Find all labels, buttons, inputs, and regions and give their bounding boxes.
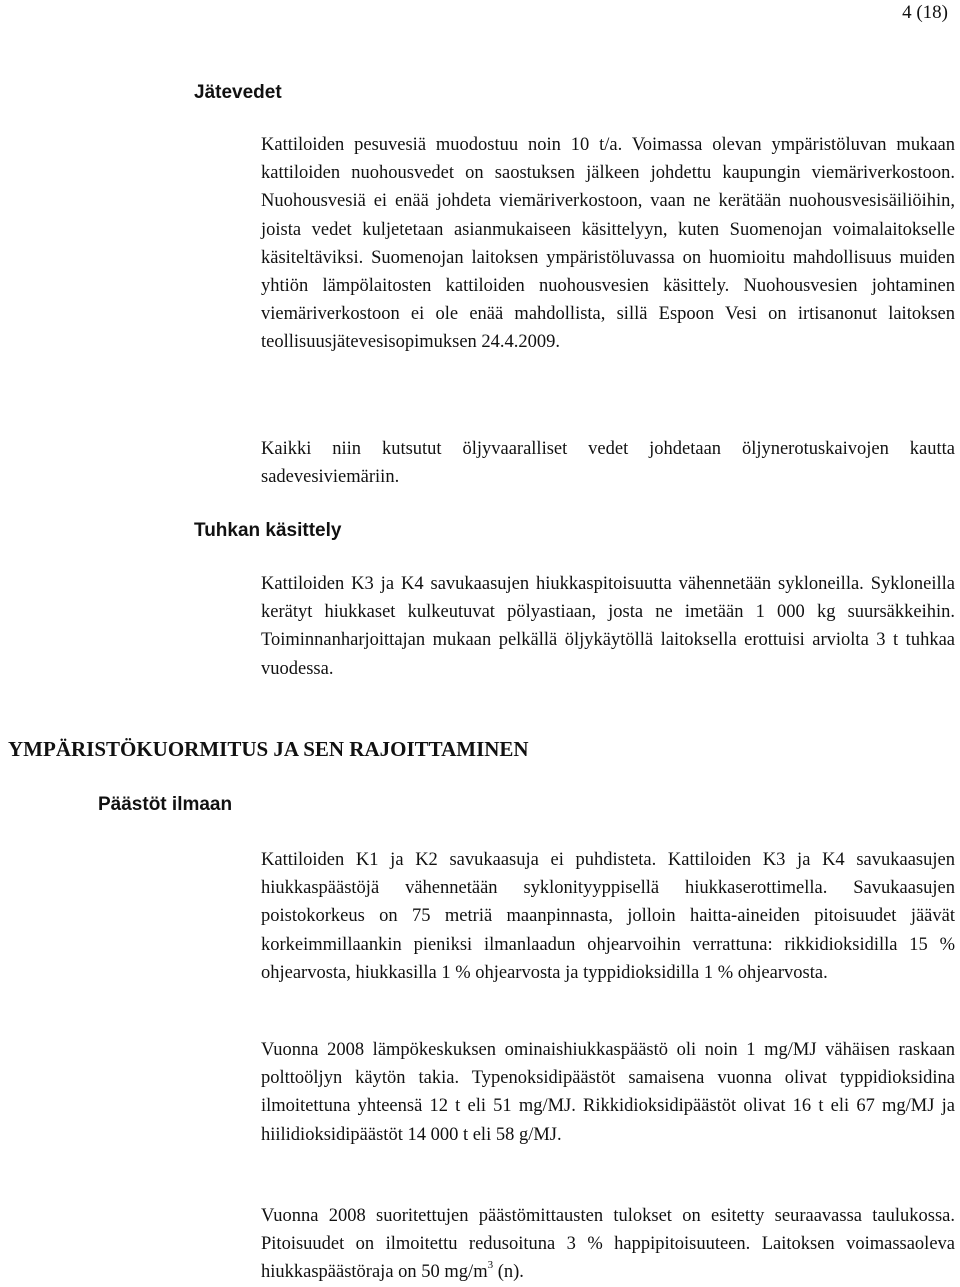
paragraph-paastot-ilmaan-2: Vuonna 2008 lämpökeskuksen ominaishiukkaspäästö oli noin 1 mg/MJ vähäisen raskaan polttoöljyn käytön takia. Typenoksidipäästöt samaisena vuonna olivat typpidioksidina ilmoitettuna yhteensä 12 t eli 51 mg/MJ. Rikkidioksidipäästöt olivat 16 t eli 67 mg/MJ ja hiilidioksidipäästöt 14 000 t eli 58 g/MJ.	[261, 1040, 955, 1145]
heading-jatevedet: Jätevedet	[194, 82, 282, 103]
heading-ymparistokuormitus: YMPÄRISTÖKUORMITUS JA SEN RAJOITTAMINEN	[8, 737, 529, 761]
superscript-3: 3	[487, 1259, 494, 1272]
paragraph-jatevedet-1: Kattiloiden pesuvesiä muodostuu noin 10 t/a. Voimassa olevan ympäristöluvan mukaan kattiloiden nuohousvedet on saostuksen jälkeen johdettu kaupungin viemäriverkostoon. Nuohousvesiä ei enää johdeta viemäriverkostoon, vaan ne kerätään nuohousvesisäiliöihin, joista vedet kuljetetaan asianmukaiseen käsittelyyn, kuten Suomenojan voimalaitokselle käsiteltäviksi. Suomenojan laitoksen ympäristöluvassa on huomioitu mahdollisuus muiden yhtiön lämpölaitosten kattiloiden nuohousvesien käsittely. Nuohousvesien johtaminen viemäriverkostoon ei ole enää mahdollista, sillä Espoon Vesi on irtisanonut laitoksen teollisuusjätevesisopimuksen 24.4.2009.	[261, 135, 955, 353]
heading-tuhkan-kasittely: Tuhkan käsittely	[194, 520, 342, 541]
paragraph-paastot-ilmaan-1: Kattiloiden K1 ja K2 savukaasuja ei puhdisteta. Kattiloiden K3 ja K4 savukaasujen hiukkaspäästöjä vähennetään syklonityyppisellä hiukkaserottimella. Savukaasujen poistokorkeus on 75 metriä maanpinnasta, jolloin haitta-aineiden pitoisuudet jäävät korkeimmillaankin pieniksi ilmanlaadun ohjearvoihin verrattuna: rikkidioksidilla 15 % ohjearvosta, hiukkasilla 1 % ohjearvosta ja typpidioksidilla 1 % ohjearvosta.	[261, 850, 955, 983]
paragraph-paastot-ilmaan-3-text: Vuonna 2008 suoritettujen päästömittausten tulokset on esitetty seuraavassa taulukossa. Pitoisuudet on ilmoitettu redusoituna 3 % happipitoisuuteen. Laitoksen voimassaoleva hiukkaspäästöraja on 50 mg/m	[261, 1206, 955, 1283]
heading-paastot-ilmaan: Päästöt ilmaan	[98, 794, 233, 815]
paragraph-jatevedet-2: Kaikki niin kutsutut öljyvaaralliset vedet johdetaan öljynerotuskaivojen kautta sadevesiviemäriin.	[261, 439, 955, 488]
paragraph-paastot-ilmaan-3	[261, 1202, 955, 1287]
paragraph-paastot-ilmaan-3-end: (n).	[493, 1262, 524, 1283]
paragraph-tuhkan-kasittely-1: Kattiloiden K3 ja K4 savukaasujen hiukkaspitoisuutta vähennetään sykloneilla. Sykloneilla kerätyt hiukkaset kulkeutuvat pölyastiaan, josta ne imetään 1 000 kg suursäkkeihin. Toiminnanharjoittajan mukaan pelkällä öljykäytöllä laitoksella erottuisi arviolta 3 t tuhkaa vuodessa.	[261, 574, 955, 679]
page-number: 4 (18)	[902, 2, 948, 23]
